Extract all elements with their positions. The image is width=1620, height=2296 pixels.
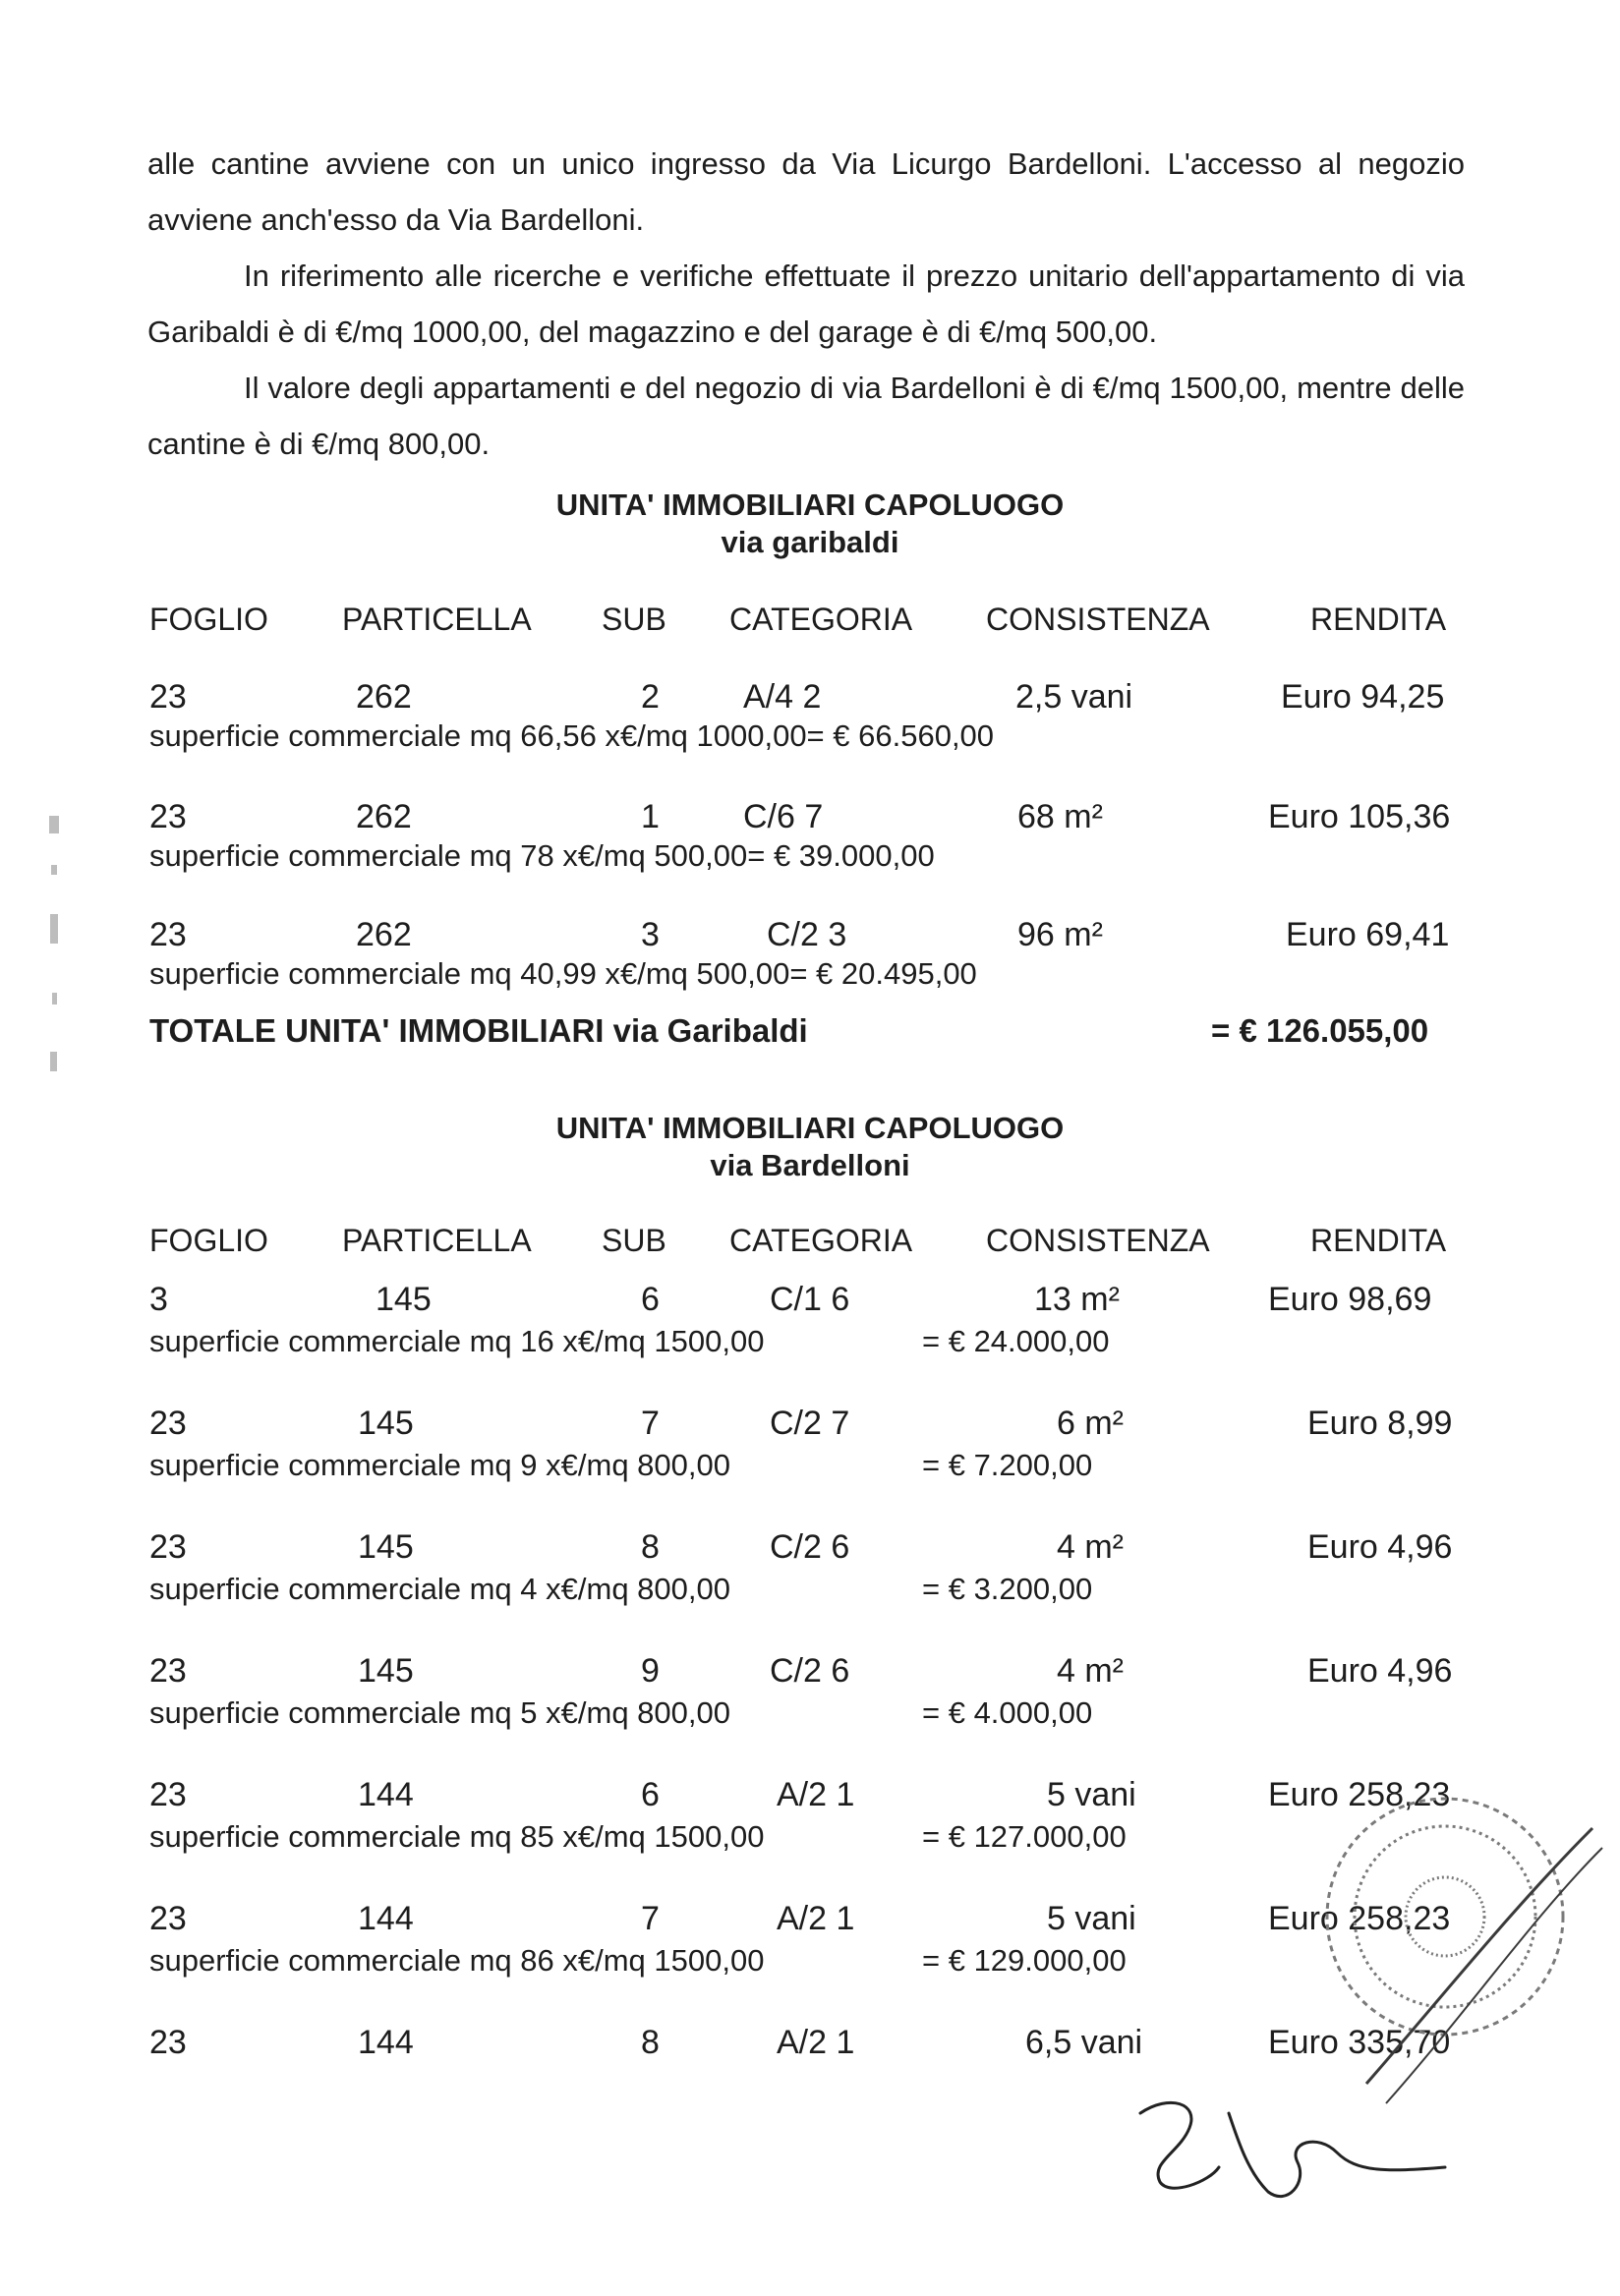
cell-consistenza: 2,5 vani (1015, 678, 1133, 716)
cell-rendita: Euro 4,96 (1307, 1528, 1453, 1566)
garibaldi-total-value: = € 126.055,00 (1211, 1012, 1429, 1049)
cell-consistenza: 6,5 vani (1025, 2024, 1143, 2061)
cell-categoria: C/6 7 (743, 798, 824, 835)
row-superficie: superficie commerciale mq 16 x€/mq 1500,00 (149, 1324, 765, 1358)
cell-categoria: A/2 1 (777, 1900, 855, 1937)
section-bardelloni-title: UNITA' IMMOBILIARI CAPOLUOGO (555, 1111, 1065, 1145)
cell-sub: 3 (641, 916, 660, 953)
cell-rendita: Euro 258,23 (1268, 1776, 1451, 1813)
cell-particella: 262 (356, 798, 412, 835)
table-row (0, 678, 1620, 718)
row-totale: = € 3.200,00 (922, 1572, 1093, 1606)
cell-rendita: Euro 335,70 (1268, 2024, 1451, 2061)
column-header-sub: SUB (602, 1223, 666, 1258)
cell-categoria: A/4 2 (743, 678, 822, 716)
cell-categoria: A/2 1 (777, 2024, 855, 2061)
cell-particella: 144 (358, 2024, 414, 2061)
cell-rendita: Euro 105,36 (1268, 798, 1451, 835)
seal-stamp-icon (1298, 1789, 1612, 2123)
cell-consistenza: 6 m² (1057, 1405, 1124, 1442)
column-header-consistenza: CONSISTENZA (986, 1223, 1210, 1258)
table-row (0, 1528, 1620, 1568)
cell-consistenza: 5 vani (1047, 1900, 1136, 1937)
cell-particella: 145 (358, 1652, 414, 1690)
cell-rendita: Euro 258,23 (1268, 1900, 1451, 1937)
row-totale: = € 24.000,00 (922, 1324, 1110, 1358)
cell-categoria: C/2 3 (767, 916, 847, 953)
row-totale: = € 129.000,00 (922, 1943, 1127, 1978)
section-garibaldi-subtitle: via garibaldi (721, 525, 899, 559)
paragraph-3: Il valore degli appartamenti e del negozio di via Bardelloni è di €/mq 1500,00, mentre delle cantine è di €/mq 800,00. (147, 371, 1465, 461)
column-header-particella: PARTICELLA (342, 1223, 532, 1258)
column-header-rendita: RENDITA (1310, 602, 1447, 637)
cell-consistenza: 13 m² (1034, 1281, 1120, 1318)
cell-particella: 262 (356, 916, 412, 953)
cell-particella: 145 (376, 1281, 432, 1318)
cell-categoria: C/2 6 (770, 1652, 850, 1690)
cell-categoria: C/2 7 (770, 1405, 850, 1442)
cell-sub: 2 (641, 678, 660, 716)
table-row (0, 1652, 1620, 1692)
column-header-foglio: FOGLIO (149, 1223, 268, 1258)
row-superficie: superficie commerciale mq 40,99 x€/mq 500,00= € 20.495,00 (149, 956, 977, 991)
cell-foglio: 23 (149, 798, 187, 835)
column-header-categoria: CATEGORIA (729, 1223, 913, 1258)
table-row (0, 1281, 1620, 1320)
cell-consistenza: 4 m² (1057, 1528, 1124, 1566)
cell-sub: 8 (641, 2024, 660, 2061)
cell-sub: 6 (641, 1776, 660, 1813)
cell-consistenza: 96 m² (1017, 916, 1103, 953)
cell-foglio: 3 (149, 1281, 168, 1318)
column-header-particella: PARTICELLA (342, 602, 532, 637)
cell-sub: 1 (641, 798, 660, 835)
cell-categoria: C/2 6 (770, 1528, 850, 1566)
cell-foglio: 23 (149, 1528, 187, 1566)
row-superficie: superficie commerciale mq 9 x€/mq 800,00 (149, 1448, 730, 1482)
row-superficie: superficie commerciale mq 85 x€/mq 1500,00 (149, 1819, 765, 1854)
cell-foglio: 23 (149, 1900, 187, 1937)
column-header-consistenza: CONSISTENZA (986, 602, 1210, 637)
row-totale: = € 7.200,00 (922, 1448, 1093, 1482)
table-row (0, 916, 1620, 955)
section-garibaldi-title: UNITA' IMMOBILIARI CAPOLUOGO (555, 488, 1065, 522)
cell-rendita: Euro 94,25 (1281, 678, 1445, 716)
row-superficie: superficie commerciale mq 78 x€/mq 500,00= € 39.000,00 (149, 838, 935, 873)
cell-consistenza: 68 m² (1017, 798, 1103, 835)
cell-foglio: 23 (149, 678, 187, 716)
cell-rendita: Euro 98,69 (1268, 1281, 1432, 1318)
row-superficie: superficie commerciale mq 4 x€/mq 800,00 (149, 1572, 730, 1606)
cell-rendita: Euro 69,41 (1286, 916, 1450, 953)
handwritten-signature-icon (1130, 2074, 1455, 2221)
cell-consistenza: 4 m² (1057, 1652, 1124, 1690)
column-header-foglio: FOGLIO (149, 602, 268, 637)
paragraph-1: alle cantine avviene con un unico ingresso da Via Licurgo Bardelloni. L'accesso al negozio avviene anch'esso da Via Bardelloni. (147, 146, 1465, 237)
cell-foglio: 23 (149, 1776, 187, 1813)
row-superficie: superficie commerciale mq 66,56 x€/mq 1000,00= € 66.560,00 (149, 718, 995, 753)
cell-particella: 145 (358, 1405, 414, 1442)
cell-rendita: Euro 8,99 (1307, 1405, 1453, 1442)
cell-foglio: 23 (149, 916, 187, 953)
cell-sub: 7 (641, 1405, 660, 1442)
row-superficie: superficie commerciale mq 86 x€/mq 1500,00 (149, 1943, 765, 1978)
cell-sub: 8 (641, 1528, 660, 1566)
cell-particella: 144 (358, 1776, 414, 1813)
cell-categoria: A/2 1 (777, 1776, 855, 1813)
table-row (0, 798, 1620, 837)
cell-foglio: 23 (149, 1652, 187, 1690)
cell-consistenza: 5 vani (1047, 1776, 1136, 1813)
cell-categoria: C/1 6 (770, 1281, 850, 1318)
table-row (0, 1405, 1620, 1444)
cell-rendita: Euro 4,96 (1307, 1652, 1453, 1690)
cell-foglio: 23 (149, 1405, 187, 1442)
column-header-categoria: CATEGORIA (729, 602, 913, 637)
paragraph-2: In riferimento alle ricerche e verifiche effettuate il prezzo unitario dell'appartamento di via Garibaldi è di €/mq 1000,00, del magazzino e del garage è di €/mq 500,00. (147, 258, 1465, 349)
cell-particella: 144 (358, 1900, 414, 1937)
row-superficie: superficie commerciale mq 5 x€/mq 800,00 (149, 1695, 730, 1730)
column-header-rendita: RENDITA (1310, 1223, 1447, 1258)
row-totale: = € 127.000,00 (922, 1819, 1127, 1854)
row-totale: = € 4.000,00 (922, 1695, 1093, 1730)
cell-sub: 9 (641, 1652, 660, 1690)
garibaldi-total-label: TOTALE UNITA' IMMOBILIARI via Garibaldi (149, 1012, 808, 1049)
cell-sub: 6 (641, 1281, 660, 1318)
column-header-sub: SUB (602, 602, 666, 637)
cell-particella: 262 (356, 678, 412, 716)
cell-sub: 7 (641, 1900, 660, 1937)
margin-scan-marks (41, 806, 71, 1101)
cell-foglio: 23 (149, 2024, 187, 2061)
section-bardelloni-subtitle: via Bardelloni (710, 1148, 910, 1182)
cell-particella: 145 (358, 1528, 414, 1566)
